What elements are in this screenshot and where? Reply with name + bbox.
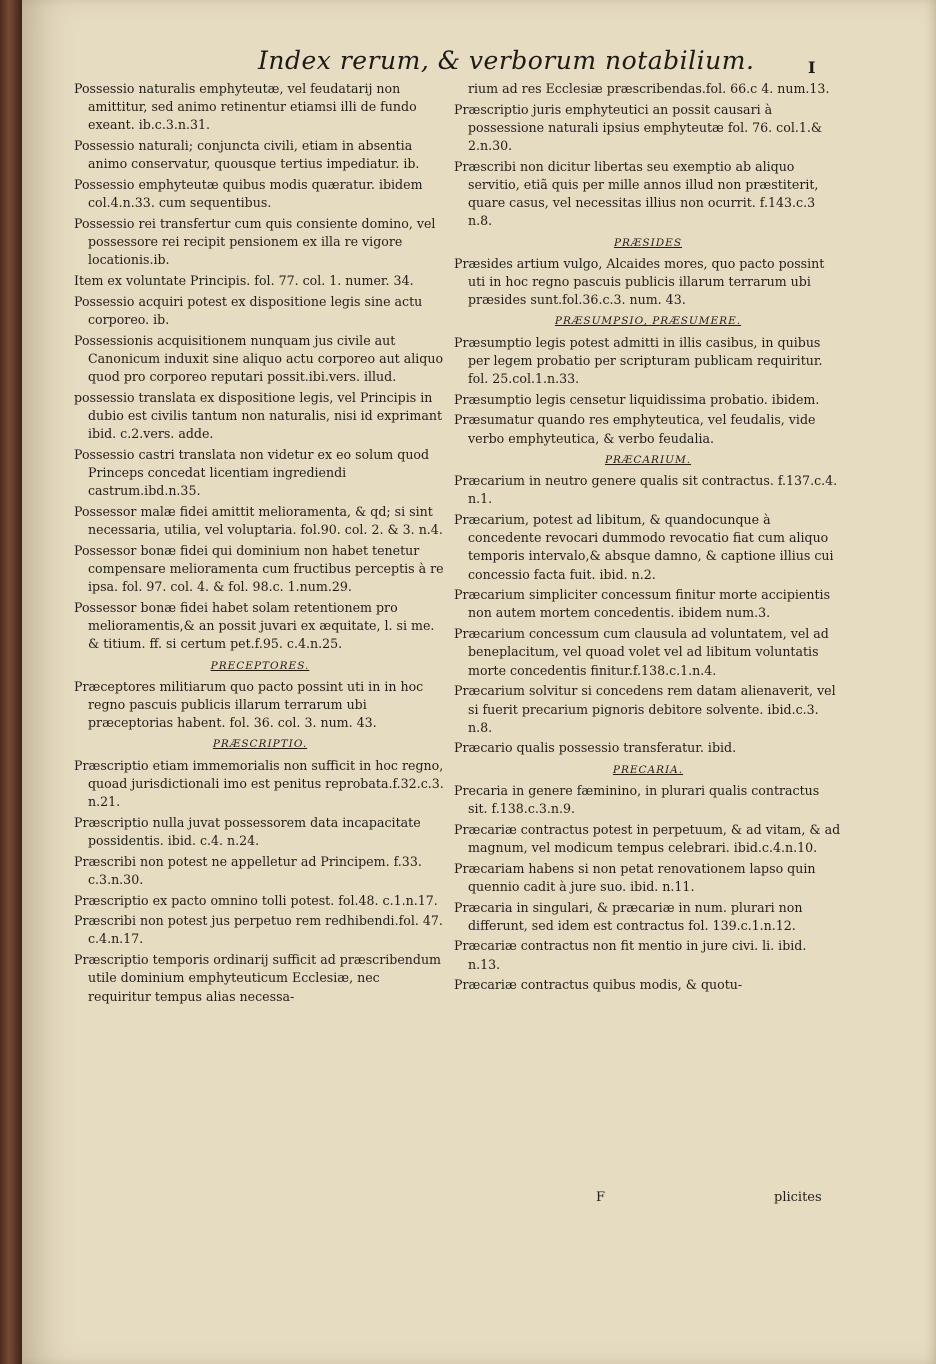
index-entry: possessio translata ex dispositione legis, vel Principis in dubio est civilis tantum non naturalis, nisi id exprimant ibid. c.2.vers. adde.	[74, 389, 443, 442]
index-entry: Præcariæ contractus non fit mentio in jure civi. li. ibid. n.13.	[454, 938, 807, 972]
index-entry: Præsumatur quando res emphyteutica, vel feudalis, vide verbo emphyteutica, & verbo feudalia.	[454, 412, 816, 446]
index-entry: Possessor bonæ fidei habet solam retentionem pro melioramentis,& an possit juvari ex æquitate, l. si me. & titium. ff. si certum pet.f.95. c.4.n.25.	[74, 599, 435, 652]
index-entry: Possessor malæ fidei amittit melioramenta, & qd; si sint necessaria, utilia, vel voluptaria. fol.90. col. 2. & 3. n.4.	[74, 503, 443, 538]
index-entry: Præsumptio legis potest admitti in illis casibus, in quibus per legem probatio per scripturam publicam requiritur. fol. 25.col.1.n.33.	[454, 334, 823, 387]
index-entry: Præscribi non potest jus perpetuo rem redhibendi.fol. 47. c.4.n.17.	[74, 913, 443, 947]
index-entry: Item ex voluntate Principis. fol. 77. col. 1. numer. 34.	[74, 273, 414, 289]
index-entry: Præsumptio legis censetur liquidissima probatio. ibidem.	[454, 391, 820, 407]
index-entry: Possessor bonæ fidei qui dominium non habet tenetur compensare melioramenta cum fructibus perceptis à re ipsa. fol. 97. col. 4. & fol. 98.c. 1.num.29.	[74, 542, 444, 595]
index-entry: Possessio acquiri potest ex dispositione legis sine actu corporeo. ib.	[74, 293, 423, 327]
index-entry: Præcario qualis possessio transferatur. ibid.	[454, 740, 737, 756]
index-entry: Possessio emphyteutæ quibus modis quæratur. ibidem col.4.n.33. cum sequentibus.	[74, 177, 423, 211]
index-entry: Præcariam habens si non petat renovationem lapso quin quennio cadit à jure suo. ibid. n.11.	[454, 860, 816, 894]
index-entry: Præcarium simpliciter concessum finitur morte accipientis non autem mortem concedentis. ibidem num.3.	[454, 587, 831, 621]
index-entry: Possessio naturalis emphyteutæ, vel feudatarij non amittitur, sed animo retinentur etiamsi illi de fundo exeant. ib.c.3.n.31.	[74, 81, 417, 133]
left-index-column	[74, 80, 446, 1008]
index-entry: Precaria in genere fæminino, in plurari qualis contractus sit. f.138.c.3.n.9.	[454, 782, 820, 817]
index-entry: Præscriptio nulla juvat possessorem data incapacitate possidentis. ibid. c.4. n.24.	[74, 814, 421, 848]
section-heading: PRECARIA.	[612, 763, 684, 776]
index-entry: Præscriptio juris emphyteutici an possit causari à possessione naturali ipsius emphyteutæ fol. 76. col.1.& 2.n.30.	[454, 101, 823, 154]
index-entry: Præcarium, potest ad libitum, & quandocunque à concedente revocari dummodo revocatio fiat cum aliquo temporis intervalo,& absque damno, & captione illius cui concessio facta fuit. ibid. n.2.	[454, 511, 834, 582]
index-entry: Præscribi non potest ne appelletur ad Principem. f.33. c.3.n.30.	[74, 853, 422, 887]
catchword: plicites	[774, 1190, 822, 1205]
index-entry: Præcarium concessum cum clausula ad voluntatem, vel ad beneplacitum, vel quoad volet vel ad libitum voluntatis morte concedentis finitur.f.138.c.1.n.4.	[454, 626, 829, 678]
section-heading: PRECEPTORES.	[210, 659, 310, 672]
right-index-column	[454, 80, 842, 997]
index-entry: Præscribi non dicitur libertas seu exemptio ab aliquo servitio, etiã quis per mille annos illud non præstiterit, quare casus, vel necessitas illius non ocurrit. f.143.c.3 n.8.	[454, 158, 819, 229]
index-entry: Præcarium solvitur si concedens rem datam alienaverit, vel si fuerit precarium pignoris debitore solvente. ibid.c.3. n.8.	[454, 683, 836, 735]
index-entry: Præscriptio ex pacto omnino tolli potest. fol.48. c.1.n.17.	[74, 892, 438, 908]
index-entry: Præscriptio etiam immemorialis non sufficit in hoc regno, quoad jurisdictionali imo est penitus reprobata.f.32.c.3. n.21.	[74, 757, 444, 810]
index-entry: Possessionis acquisitionem nunquam jus civile aut Canonicum induxit sine aliquo actu corporeo aut aliquo quod pro corporeo reputari possit.ibi.vers. illud.	[74, 332, 444, 385]
index-entry: Possessio naturali; conjuncta civili, etiam in absentia animo conservatur, quousque tertius impediatur. ib.	[74, 138, 420, 172]
signature-mark: F	[596, 1190, 606, 1205]
section-heading: PRÆSIDES	[613, 236, 683, 249]
section-heading: PRÆCARIUM.	[604, 453, 692, 466]
index-entry: Præceptores militiarum quo pacto possint uti in in hoc regno pascuis publicis illarum terrarum ubi præceptorias habent. fol. 36. col. 3. num. 43.	[74, 678, 424, 731]
book-page	[22, 0, 936, 1364]
index-entry: Præcariæ contractus potest in perpetuum, & ad vitam, & ad magnum, vel modicum tempus celebrari. ibid.c.4.n.10.	[454, 821, 841, 855]
page-footer	[22, 1190, 936, 1210]
index-entry: Præsides artium vulgo, Alcaides mores, quo pacto possint uti in hoc regno pascuis publicis illarum terrarum ubi præsides sunt.fol.36.c.3. num. 43.	[454, 255, 825, 308]
index-entry: Præcaria in singulari, & præcariæ in num. plurari non differunt, sed idem est contractus fol. 139.c.1.n.12.	[454, 899, 803, 933]
running-head: Index rerum, & verborum notabilium.	[258, 46, 755, 75]
index-entry-continued: rium ad res Ecclesiæ præscribendas.fol. 66.c 4. num.13.	[468, 81, 830, 96]
index-entry: Possessio rei transfertur cum quis consiente domino, vel possessore rei recipit pensionem ex illa re vigore locationis.ib.	[74, 215, 436, 268]
folio-number: I	[808, 58, 816, 77]
index-entry: Præscriptio temporis ordinarij sufficit ad præscribendum utile dominium emphyteuticum Ecclesiæ, nec requiritur tempus alias necessa-	[74, 952, 442, 1004]
section-heading: PRÆSCRIPTIO.	[212, 738, 308, 751]
index-entry: Præcariæ contractus quibus modis, & quotu-	[454, 977, 743, 993]
index-entry: Præcarium in neutro genere qualis sit contractus. f.137.c.4. n.1.	[454, 473, 838, 507]
section-heading: PRÆSUMPSIO, PRÆSUMERE.	[554, 315, 742, 328]
index-entry: Possessio castri translata non videtur ex eo solum quod Princeps concedat licentiam ingrediendi castrum.ibd.n.35.	[74, 446, 430, 499]
book-binding	[0, 0, 22, 1364]
